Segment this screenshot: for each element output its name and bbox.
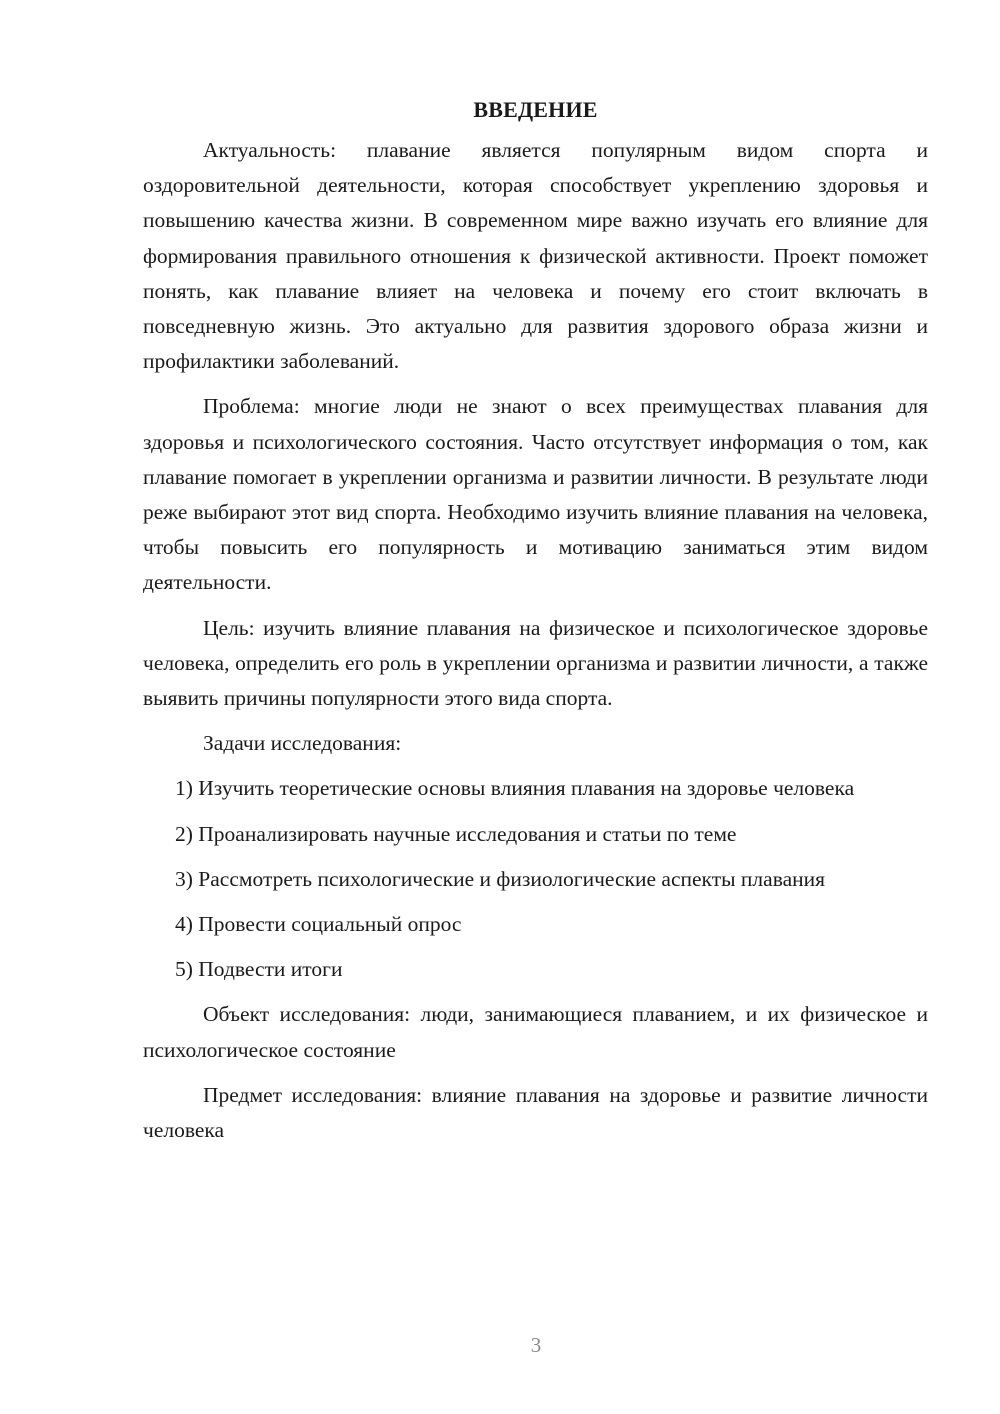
- list-item: 1) Изучить теоретические основы влияния плавания на здоровье человека: [175, 776, 855, 801]
- list-item: 3) Рассмотреть психологические и физиологические аспекты плавания: [175, 866, 826, 891]
- paragraph-problem: Проблема: многие люди не знают о всех преимуществах плавания для здоровья и психологического состояния. Часто отсутствует информация о том, как плавание помогает в укреплении организма и развитии личности. В результате люди реже выбирают этот вид спорта. Необходимо изучить влияние плавания на человека, чтобы повысить его популярность и мотивацию заниматься этим видом деятельности.: [143, 394, 928, 595]
- list-item: 4) Провести социальный опрос: [175, 912, 462, 937]
- page-number: 3: [530, 1333, 542, 1357]
- document-page: [143, 92, 928, 1158]
- paragraph-goal: Цель: изучить влияние плавания на физическое и психологическое здоровье человека, определить его роль в укреплении организма и развитии личности, а также выявить причины популярности этого вида спорта.: [143, 615, 928, 711]
- paragraph-relevance: Актуальность: плавание является популярным видом спорта и оздоровительной деятельности, которая способствует укреплению здоровья и повышению качества жизни. В современном мире важно изучать его влияние для формирования правильного отношения к физической активности. Проект поможет понять, как плавание влияет на человека и почему его стоит включать в повседневную жизнь. Это актуально для развития здорового образа жизни и профилактики заболеваний.: [143, 138, 928, 374]
- list-item: 5) Подвести итоги: [175, 957, 343, 982]
- list-item: 2) Проанализировать научные исследования и статьи по теме: [175, 821, 737, 846]
- paragraph-object: Объект исследования: люди, занимающиеся плаванием, и их физическое и психологическое состояние: [143, 1002, 928, 1062]
- tasks-heading: Задачи исследования:: [203, 731, 402, 756]
- tasks-list: [143, 771, 928, 987]
- page-title: ВВЕДЕНИЕ: [473, 97, 598, 122]
- paragraph-subject: Предмет исследования: влияние плавания на здоровье и развитие личности человека: [143, 1082, 928, 1143]
